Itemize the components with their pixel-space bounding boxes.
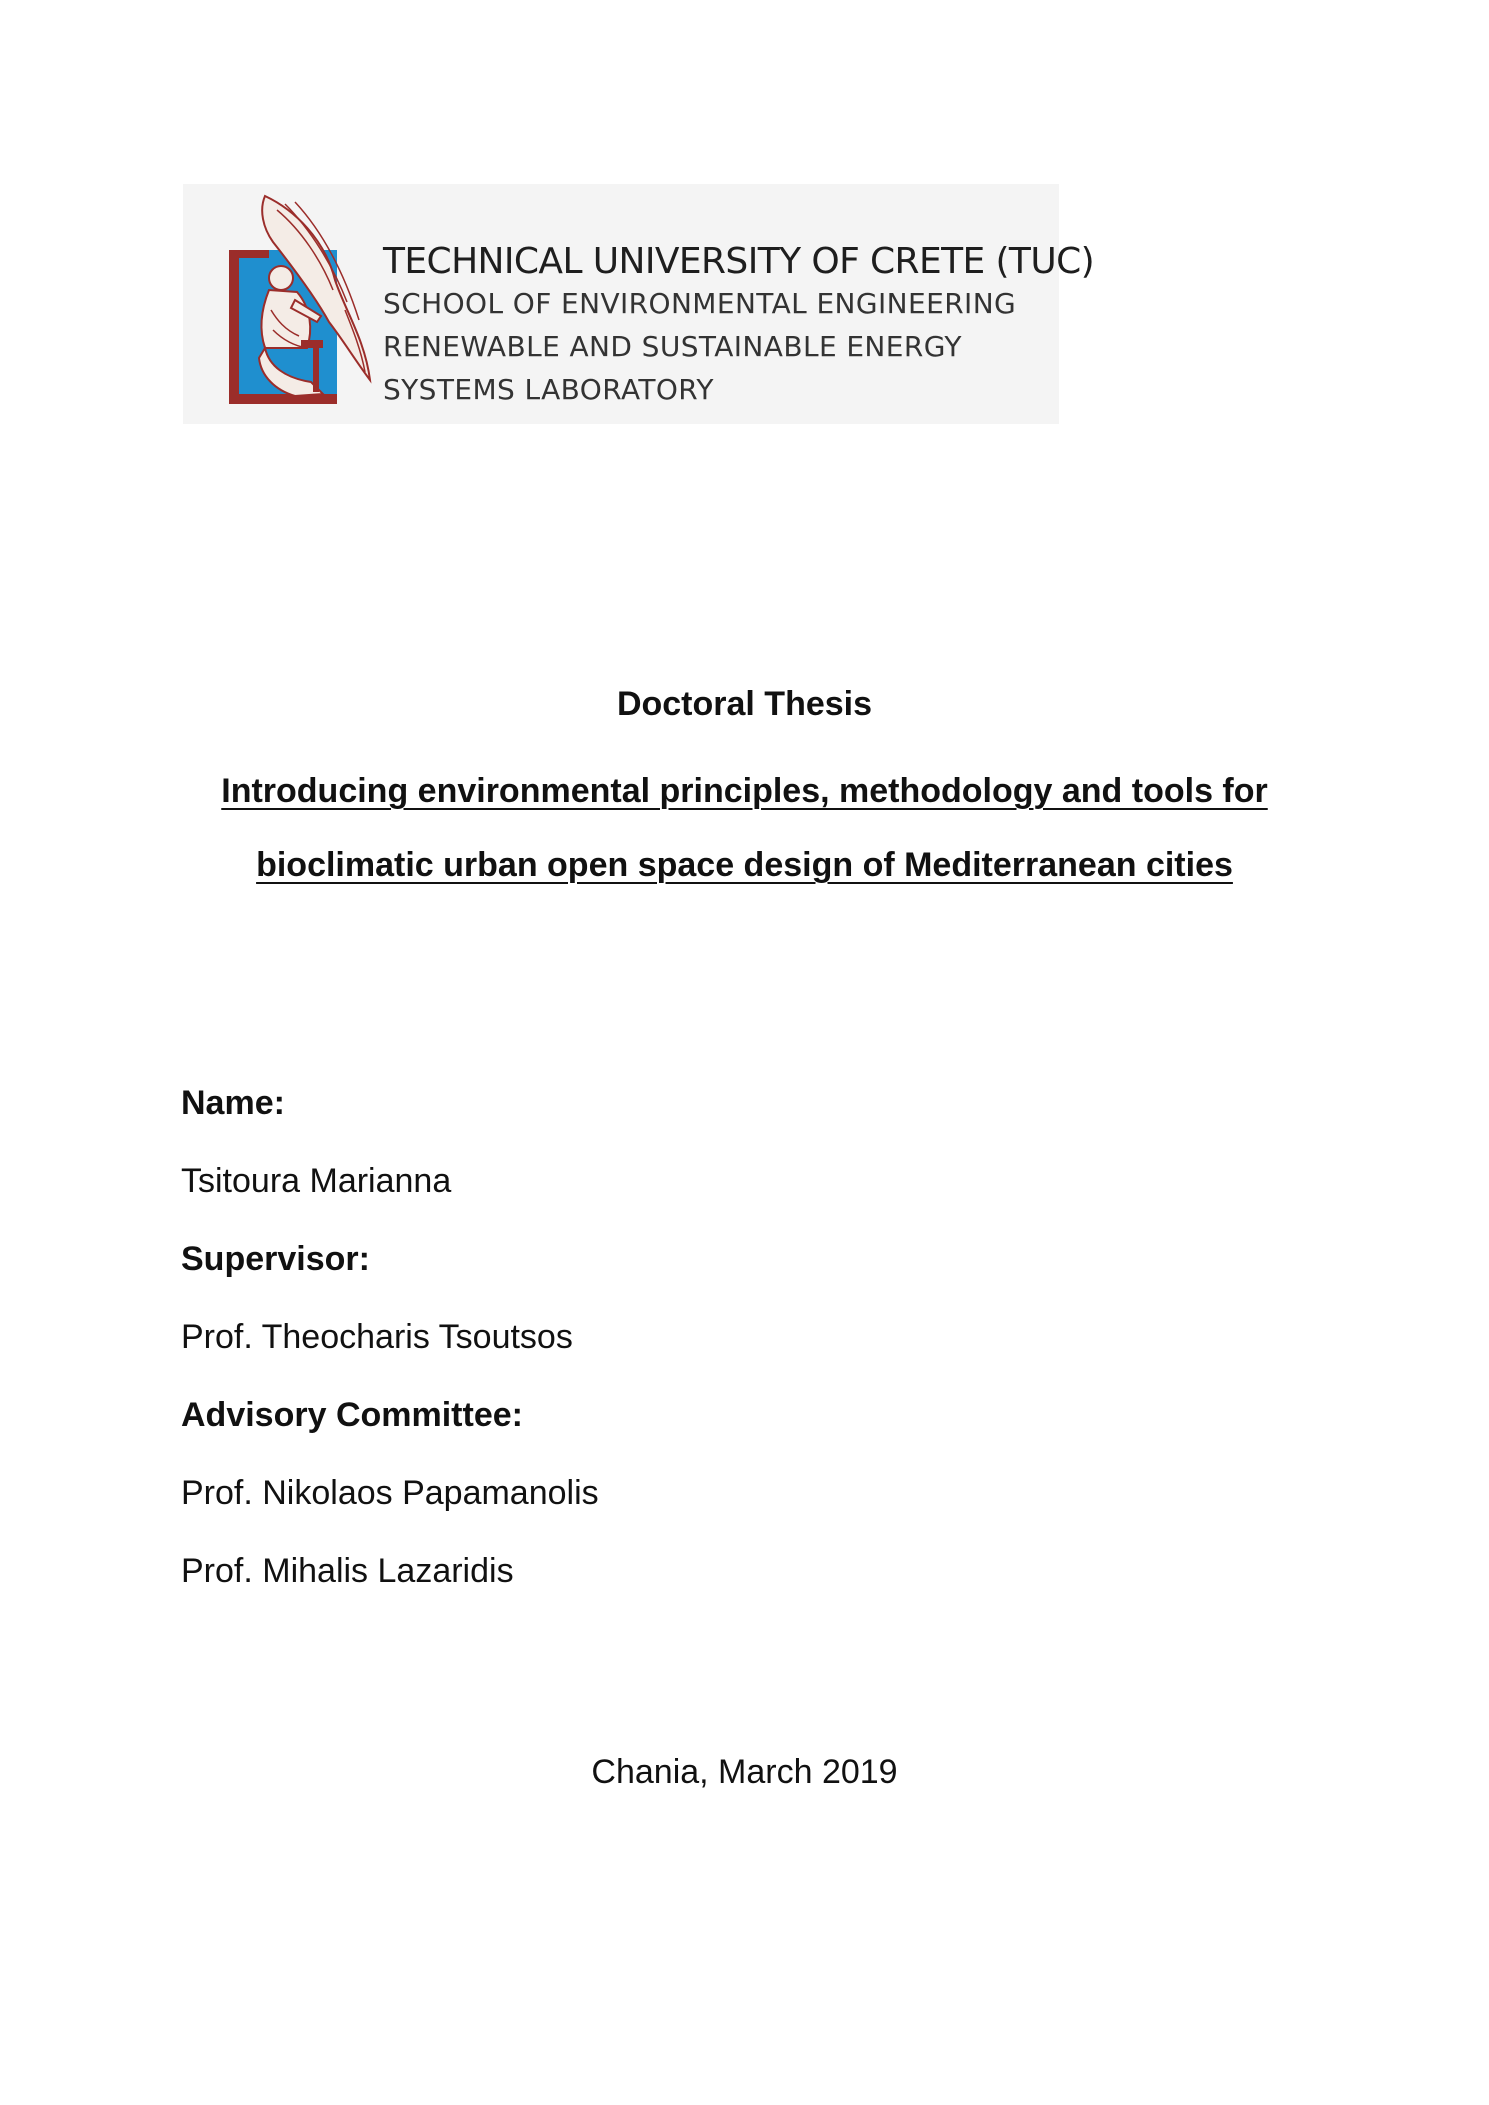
document-type: Doctoral Thesis — [616, 685, 873, 723]
place-and-date: Chania, March 2019 — [591, 1753, 898, 1791]
name-label: Name: — [181, 1084, 285, 1122]
logo-lab-name-line1: RENEWABLE AND SUSTAINABLE ENERGY — [383, 330, 962, 363]
author-info — [181, 1064, 1281, 1610]
supervisor-label: Supervisor: — [181, 1240, 370, 1278]
logo-university-name: TECHNICAL UNIVERSITY OF CRETE (TUC) — [383, 241, 1095, 282]
logo-school-name: SCHOOL OF ENVIRONMENTAL ENGINEERING — [383, 287, 1017, 320]
committee-label: Advisory Committee: — [181, 1396, 523, 1434]
thesis-title: Introducing environmental principles, methodology and tools for bioclimatic urban open space design of Mediterranean cities — [221, 772, 1268, 884]
logo-text — [383, 242, 1094, 411]
tuc-emblem-icon — [225, 190, 375, 410]
university-logo — [183, 184, 1095, 424]
committee-member: Prof. Nikolaos Papamanolis — [181, 1474, 599, 1512]
supervisor-name: Prof. Theocharis Tsoutsos — [181, 1318, 573, 1356]
logo-lab-name-line2: SYSTEMS LABORATORY — [383, 373, 714, 406]
title-block — [0, 680, 1489, 902]
committee-member: Prof. Mihalis Lazaridis — [181, 1552, 514, 1590]
author-name: Tsitoura Marianna — [181, 1162, 452, 1200]
